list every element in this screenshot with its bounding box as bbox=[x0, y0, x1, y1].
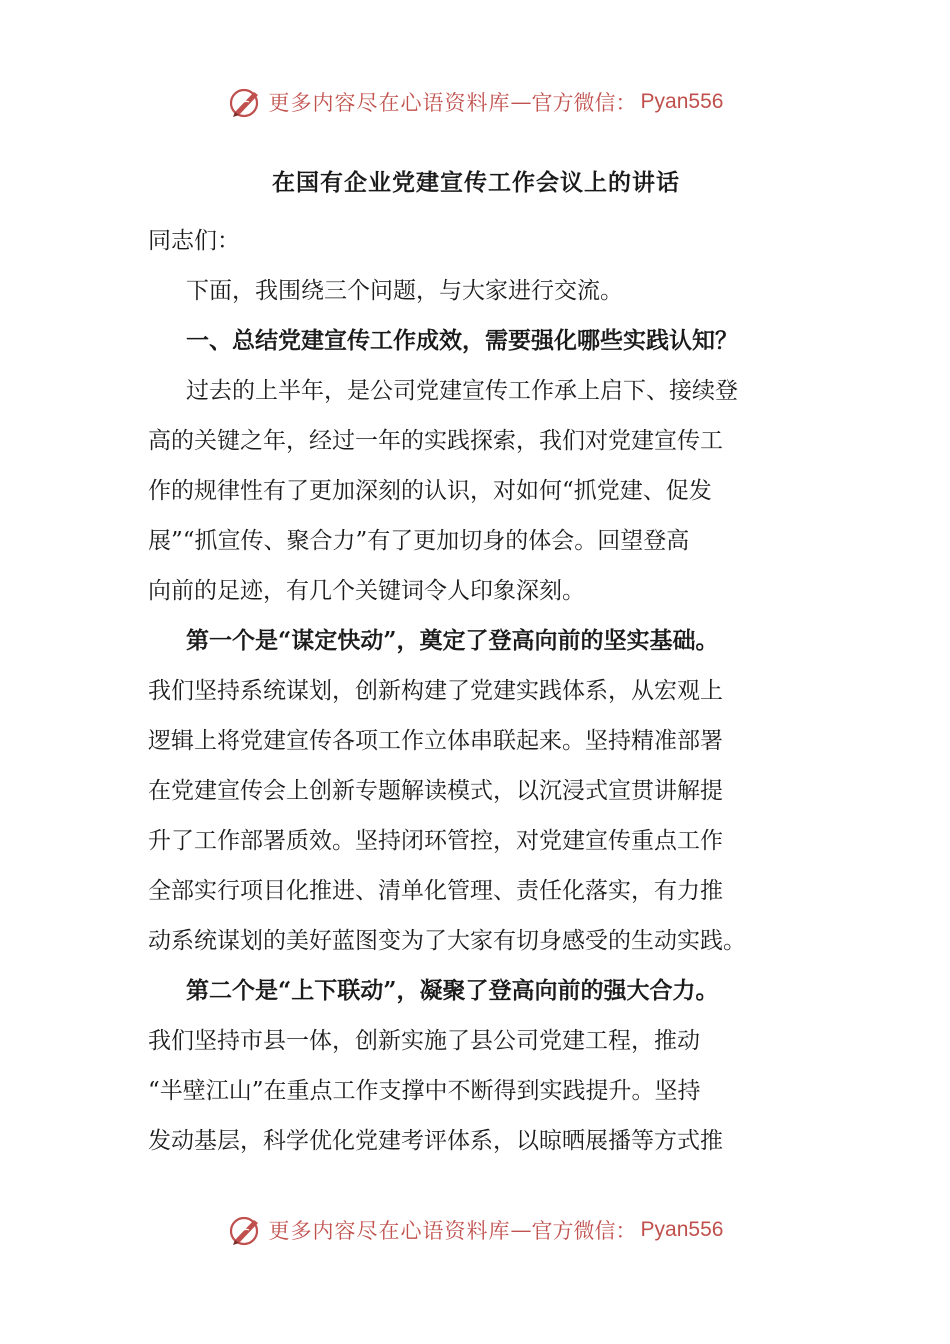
paragraph-line: 过去的上半年，是公司党建宣传工作承上启下、接续登 bbox=[186, 378, 738, 404]
banner-separator: — bbox=[510, 1218, 532, 1242]
document-body bbox=[148, 168, 804, 1166]
paragraph-line: 作的规律性有了更加深刻的认识，对如何“抓党建、促发 bbox=[148, 478, 712, 504]
paragraph-line: 下面，我围绕三个问题，与大家进行交流。 bbox=[186, 278, 623, 304]
subsection-heading: 第一个是“谋定快动”，奠定了登高向前的坚实基础。 bbox=[186, 627, 719, 654]
pen-logo-icon bbox=[227, 1212, 263, 1248]
banner-main-text: 更多内容尽在心语资料库 bbox=[268, 1219, 511, 1243]
banner-wechat-id: Pyan556 bbox=[640, 1218, 724, 1241]
paragraph-line: 动系统谋划的美好蓝图变为了大家有切身感受的生动实践。 bbox=[148, 928, 746, 954]
paragraph-line: 我们坚持市县一体，创新实施了县公司党建工程，推动 bbox=[148, 1028, 700, 1054]
paragraph-line: 全部实行项目化推进、清单化管理、责任化落实，有力推 bbox=[148, 878, 723, 904]
banner-wechat-id: Pyan556 bbox=[640, 90, 724, 113]
paragraph-line: 在党建宣传会上创新专题解读模式，以沉浸式宣贯讲解提 bbox=[148, 778, 723, 804]
header-watermark-banner bbox=[0, 82, 950, 122]
paragraph-line: 升了工作部署质效。坚持闭环管控，对党建宣传重点工作 bbox=[148, 828, 723, 854]
banner-main-text: 更多内容尽在心语资料库 bbox=[268, 91, 511, 115]
pen-logo-icon bbox=[227, 84, 263, 120]
paragraph-line: 高的关键之年，经过一年的实践探索，我们对党建宣传工 bbox=[148, 428, 723, 454]
subsection-heading: 第二个是“上下联动”，凝聚了登高向前的强大合力。 bbox=[186, 977, 719, 1004]
paragraph-line: 逻辑上将党建宣传各项工作立体串联起来。坚持精准部署 bbox=[148, 728, 723, 754]
banner-wechat-label: 官方微信： bbox=[531, 1219, 637, 1243]
banner-wechat-label: 官方微信： bbox=[531, 91, 637, 115]
paragraph-line: “半壁江山”在重点工作支撑中不断得到实践提升。坚持 bbox=[148, 1078, 701, 1104]
document-title: 在国有企业党建宣传工作会议上的讲话 bbox=[272, 169, 680, 196]
paragraph-line: 我们坚持系统谋划，创新构建了党建实践体系，从宏观上 bbox=[148, 678, 723, 704]
paragraph-line: 发动基层，科学优化党建考评体系，以晾晒展播等方式推 bbox=[148, 1128, 723, 1154]
section-heading: 一、总结党建宣传工作成效，需要强化哪些实践认知？ bbox=[186, 327, 738, 354]
salutation: 同志们： bbox=[148, 228, 240, 254]
banner-separator: — bbox=[510, 90, 532, 114]
paragraph-line: 展”“抓宣传、聚合力”有了更加切身的体会。回望登高 bbox=[148, 528, 690, 554]
footer-watermark-banner bbox=[0, 1210, 950, 1250]
paragraph-line: 向前的足迹，有几个关键词令人印象深刻。 bbox=[148, 578, 585, 604]
